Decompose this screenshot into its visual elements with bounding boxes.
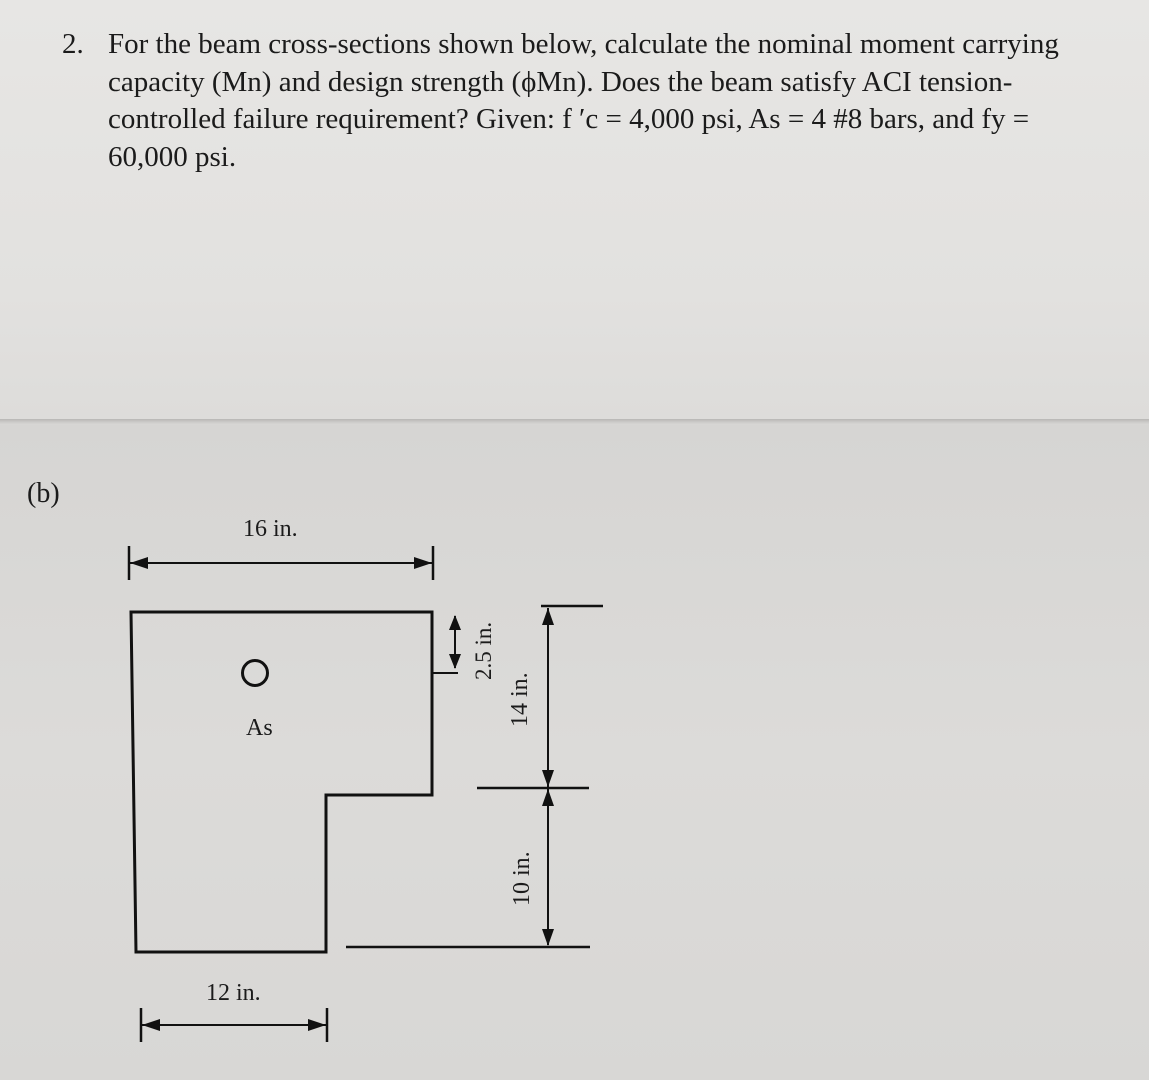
problem-number: 2. [62,28,84,60]
cover-label: 2.5 in. [471,621,496,680]
top-width-label: 16 in. [243,516,298,542]
upper-depth-label: 14 in. [507,672,533,727]
steel-area-label: As [246,715,273,741]
part-label: (b) [27,478,60,509]
lower-depth-label: 10 in. [509,851,535,906]
cover-dimension [432,615,461,673]
top-width-dimension [129,546,433,580]
bottom-width-dimension [141,1008,327,1042]
problem-statement: For the beam cross-sections shown below, calculate the nominal moment carrying capacity (Mn) and design strength (ϕMn). Does the beam satisfy ACI tension- controlled failure requirement? Given: f ′c = 4,000 psi, As = 4 #8 bars, and fy = 60,000 psi. [108,28,1059,173]
beam-outline [131,612,432,952]
bottom-width-label: 12 in. [206,980,261,1006]
rebar-circle [243,661,268,686]
